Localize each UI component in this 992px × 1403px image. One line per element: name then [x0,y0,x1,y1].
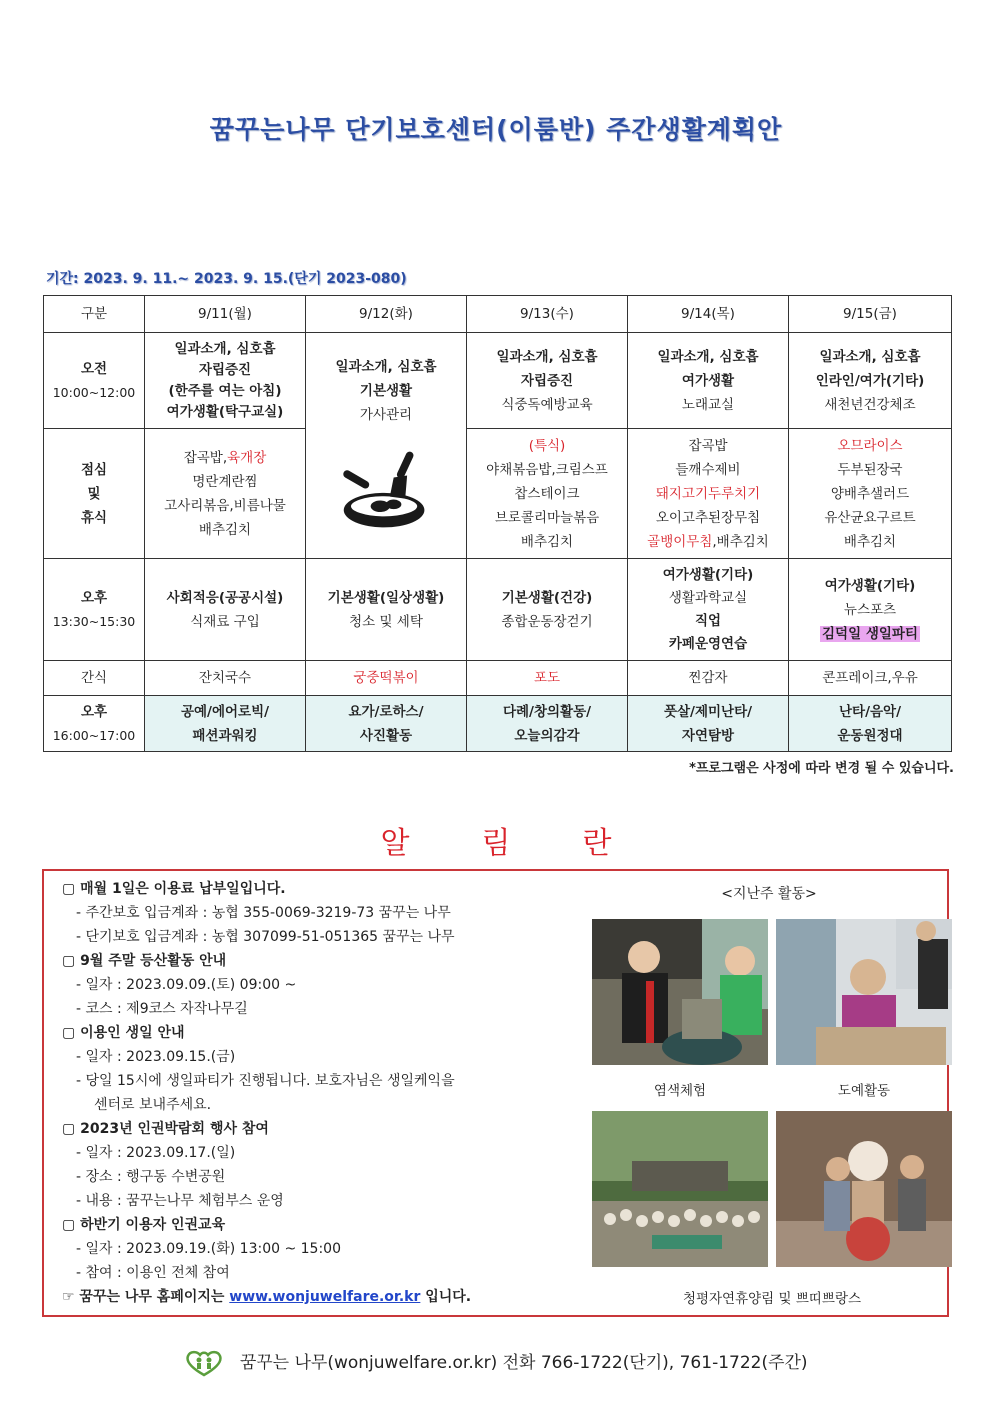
photo-forest-group [592,1111,768,1267]
cell-mon-late: 공예/에어로빅/ 패션과워킹 [145,696,306,752]
logo-icon [184,1349,224,1377]
header-cell: 9/15(금) [789,296,952,333]
table-row-lunch [44,429,952,559]
cell-wed-morning: 일과소개, 심호흡 자립증진 식중독예방교육 [467,333,628,429]
cell-tue-afternoon: 기본생활(일상생활) 청소 및 세탁 [306,559,467,661]
row-label: 오후 13:30~15:30 [44,559,145,661]
birthday-highlight: 김덕일 생일파티 [822,625,918,642]
change-note: *프로그램은 사정에 따라 변경 될 수 있습니다. [689,761,954,776]
row-label: 간식 [44,661,145,696]
cell-thu-snack: 찐감자 [628,661,789,696]
notice-item: - 일자 : 2023.09.09.(토) 09:00 ~ [76,977,297,993]
table-row-afternoon [44,559,952,661]
notice-box [42,869,949,1317]
footer [0,1348,992,1377]
cell-wed-late: 다례/창의활동/ 오늘의감각 [467,696,628,752]
footer-text: 꿈꾸는 나무(wonjuwelfare.or.kr) 전화 766-1722(단기), 761-1722(주간) [239,1353,808,1373]
cell-thu-morning: 일과소개, 심호흡 여가생활 노래교실 [628,333,789,429]
notice-item: - 당일 15시에 생일파티가 진행됩니다. 보호자님은 생일케익을 [76,1073,455,1089]
cell-fri-morning: 일과소개, 심호흡 인라인/여가(기타) 새천년건강체조 [789,333,952,429]
row-label: 오후 16:00~17:00 [44,696,145,752]
row-label: 오전 10:00~12:00 [44,333,145,429]
header-cell: 9/12(화) [306,296,467,333]
cell-fri-late: 난타/음악/ 운동원정대 [789,696,952,752]
row-label: 점심 및 휴식 [44,429,145,559]
table-row-late [44,696,952,752]
header-cell: 9/13(수) [467,296,628,333]
photos-title: <지난주 활동> [721,886,817,902]
cell-tue-late: 요가/로하스/ 사진활동 [306,696,467,752]
header-cell: 9/14(목) [628,296,789,333]
cell-wed-afternoon: 기본생활(건강) 종합운동장걷기 [467,559,628,661]
cell-mon-morning: 일과소개, 심호흡 자립증진 (한주를 여는 아침) 여가생활(탁구교실) [145,333,306,429]
notice-item: - 주간보호 입금계좌 : 농협 355-0069-3219-73 꿈꾸는 나무 [76,905,451,921]
notice-heading-item: ▢ 이용인 생일 안내 [62,1025,185,1041]
table-row-morning [44,333,952,429]
notice-item: - 단기보호 입금계좌 : 농협 307099-51-051365 꿈꾸는 나무 [76,929,455,945]
notice-heading-item: ▢ 하반기 이용자 인권교육 [62,1217,226,1233]
table-row-snack [44,661,952,696]
photo-caption: 염색체험 [653,1083,707,1099]
period-label: 기간: 2023. 9. 11.~ 2023. 9. 15.(단기 2023-080) [46,271,407,287]
cell-fri-lunch: 오므라이스 두부된장국 양배추샐러드 유산균요구르트 배추김치 [789,429,952,559]
header-cell: 구분 [44,296,145,333]
notice-item: - 참여 : 이용인 전체 참여 [76,1265,230,1281]
photo-caption: 청평자연휴양림 및 쁘띠쁘랑스 [682,1291,862,1307]
weekly-schedule-table [43,295,952,752]
photo-caption: 도예활동 [837,1083,891,1099]
cell-mon-snack: 잔치국수 [145,661,306,696]
notice-item: - 일자 : 2023.09.15.(금) [76,1049,236,1065]
cell-thu-afternoon: 여가생활(기타) 생활과학교실 직업 카페운영연습 [628,559,789,661]
notice-list [62,877,582,1309]
notice-item: - 내용 : 꿈꾸는나무 체험부스 운영 [76,1193,284,1209]
homepage-line: ☞ 꿈꾸는 나무 홈페이지는 www.wonjuwelfare.or.kr 입니다. [62,1289,472,1305]
notice-heading-item: ▢ 매월 1일은 이용료 납부일입니다. [62,881,286,897]
cell-fri-afternoon: 여가생활(기타) 뉴스포츠 김덕일 생일파티 [789,559,952,661]
cell-wed-lunch: (특식) 야채볶음밥,크림스프 찹스테이크 브로콜리마늘볶음 배추김치 [467,429,628,559]
notice-item: - 일자 : 2023.09.17.(일) [76,1145,236,1161]
cell-fri-snack: 콘프레이크,우유 [789,661,952,696]
notice-item: - 코스 : 제9코스 자작나무길 [76,1001,248,1017]
notice-heading: 알 림 란 [380,826,612,861]
cell-mon-lunch: 잡곡밥,육개장 명란계란찜 고사리볶음,비름나물 배추김치 [145,429,306,559]
cell-thu-late: 풋살/제미난타/ 자연탐방 [628,696,789,752]
table-header-row [44,296,952,333]
photo-dyeing [592,919,768,1065]
homepage-link[interactable]: www.wonjuwelfare.or.kr [229,1289,421,1305]
cell-tue-morning-lunch: 일과소개, 심호흡 기본생활 가사관리 [306,333,467,559]
page-title: 꿈꾸는나무 단기보호센터(이룸반) 주간생활계획안 [209,115,783,144]
cell-tue-snack: 궁중떡볶이 [306,661,467,696]
header-cell: 9/11(월) [145,296,306,333]
notice-heading-item: ▢ 2023년 인권박람회 행사 참여 [62,1121,269,1137]
photo-petite-france [776,1111,952,1267]
cell-mon-afternoon: 사회적응(공공시설) 식재료 구입 [145,559,306,661]
notice-item: - 장소 : 행구동 수변공원 [76,1169,226,1185]
notice-heading-item: ▢ 9월 주말 등산활동 안내 [62,953,227,969]
notice-item: 센터로 보내주세요. [94,1097,212,1113]
notice-item: - 일자 : 2023.09.19.(화) 13:00 ~ 15:00 [76,1241,341,1257]
frying-pan-icon [338,441,434,537]
photo-pottery [776,919,952,1065]
cell-thu-lunch: 잡곡밥 들깨수제비 돼지고기두루치기 오이고추된장무침 골뱅이무침,배추김치 [628,429,789,559]
cell-wed-snack: 포도 [467,661,628,696]
